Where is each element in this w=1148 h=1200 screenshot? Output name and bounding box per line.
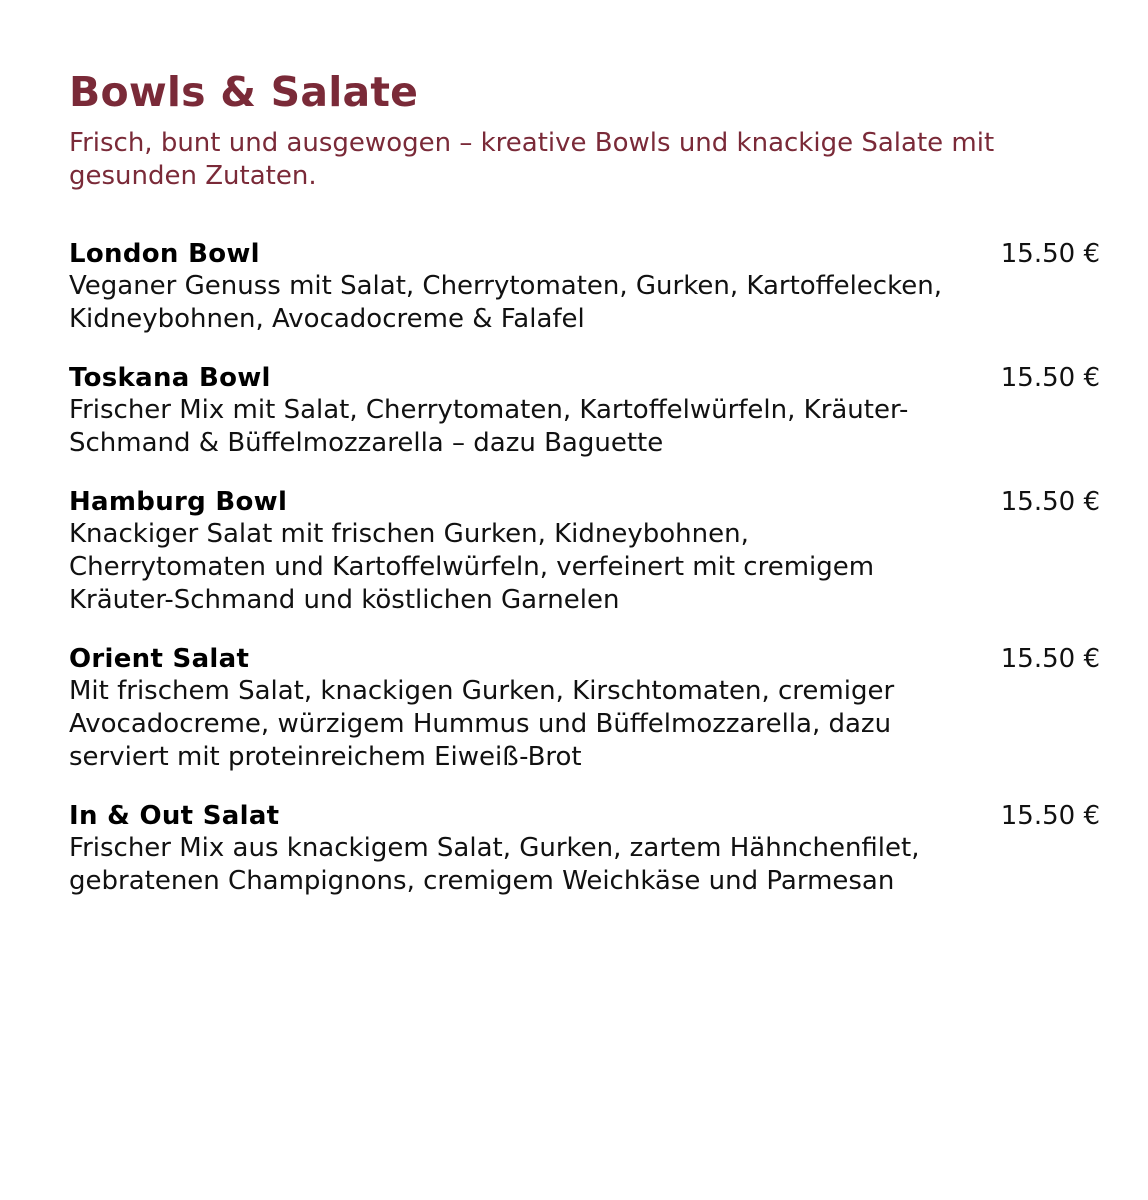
menu-item-text: [69, 800, 949, 898]
menu-item-orient-salat: [69, 643, 1100, 774]
menu-item-price: 15.50 €: [1000, 239, 1100, 269]
menu-item-text: [69, 486, 949, 617]
section-title: Bowls & Salate: [69, 68, 419, 116]
menu-item-in-out-salat: [69, 800, 1100, 898]
menu-item-price: 15.50 €: [1000, 644, 1100, 674]
menu-item-name: In & Out Salat: [69, 801, 280, 831]
menu-item-text: [69, 238, 949, 336]
menu-item-london-bowl: [69, 238, 1100, 336]
menu-item-name: Hamburg Bowl: [69, 487, 288, 517]
section-intro: Frisch, bunt und ausgewogen – kreative Bowls und knackige Salate mit gesunden Zutaten.: [69, 128, 995, 191]
menu-item-description: Frischer Mix mit Salat, Cherrytomaten, Kartoffelwürfeln, Kräuter-Schmand & Büffelmozzarella – dazu Baguette: [69, 395, 909, 458]
menu-item-description: Frischer Mix aus knackigem Salat, Gurken, zartem Hähnchenfilet, gebratenen Champignons, cremigem Weichkäse und Parmesan: [69, 833, 920, 896]
menu-item-text: [69, 643, 949, 774]
menu-item-name: London Bowl: [69, 239, 260, 269]
menu-item-hamburg-bowl: [69, 486, 1100, 617]
menu-item-name: Orient Salat: [69, 644, 250, 674]
menu-list: [69, 238, 1100, 898]
menu-item-description: Mit frischem Salat, knackigen Gurken, Kirschtomaten, cremiger Avocadocreme, würzigem Hummus und Büffelmozzarella, dazu serviert mit proteinreichem Eiweiß-Brot: [69, 676, 895, 772]
menu-item-name: Toskana Bowl: [69, 363, 271, 393]
menu-item-toskana-bowl: [69, 362, 1100, 460]
menu-item-description: Knackiger Salat mit frischen Gurken, Kidneybohnen, Cherrytomaten und Kartoffelwürfeln, verfeinert mit cremigem Kräuter-Schmand und köstlichen Garnelen: [69, 519, 875, 615]
menu-item-text: [69, 362, 949, 460]
menu-item-price: 15.50 €: [1000, 487, 1100, 517]
menu-item-description: Veganer Genuss mit Salat, Cherrytomaten, Gurken, Kartoffelecken, Kidneybohnen, Avocadocreme & Falafel: [69, 271, 942, 334]
menu-item-price: 15.50 €: [1000, 363, 1100, 393]
menu-item-price: 15.50 €: [1000, 801, 1100, 831]
